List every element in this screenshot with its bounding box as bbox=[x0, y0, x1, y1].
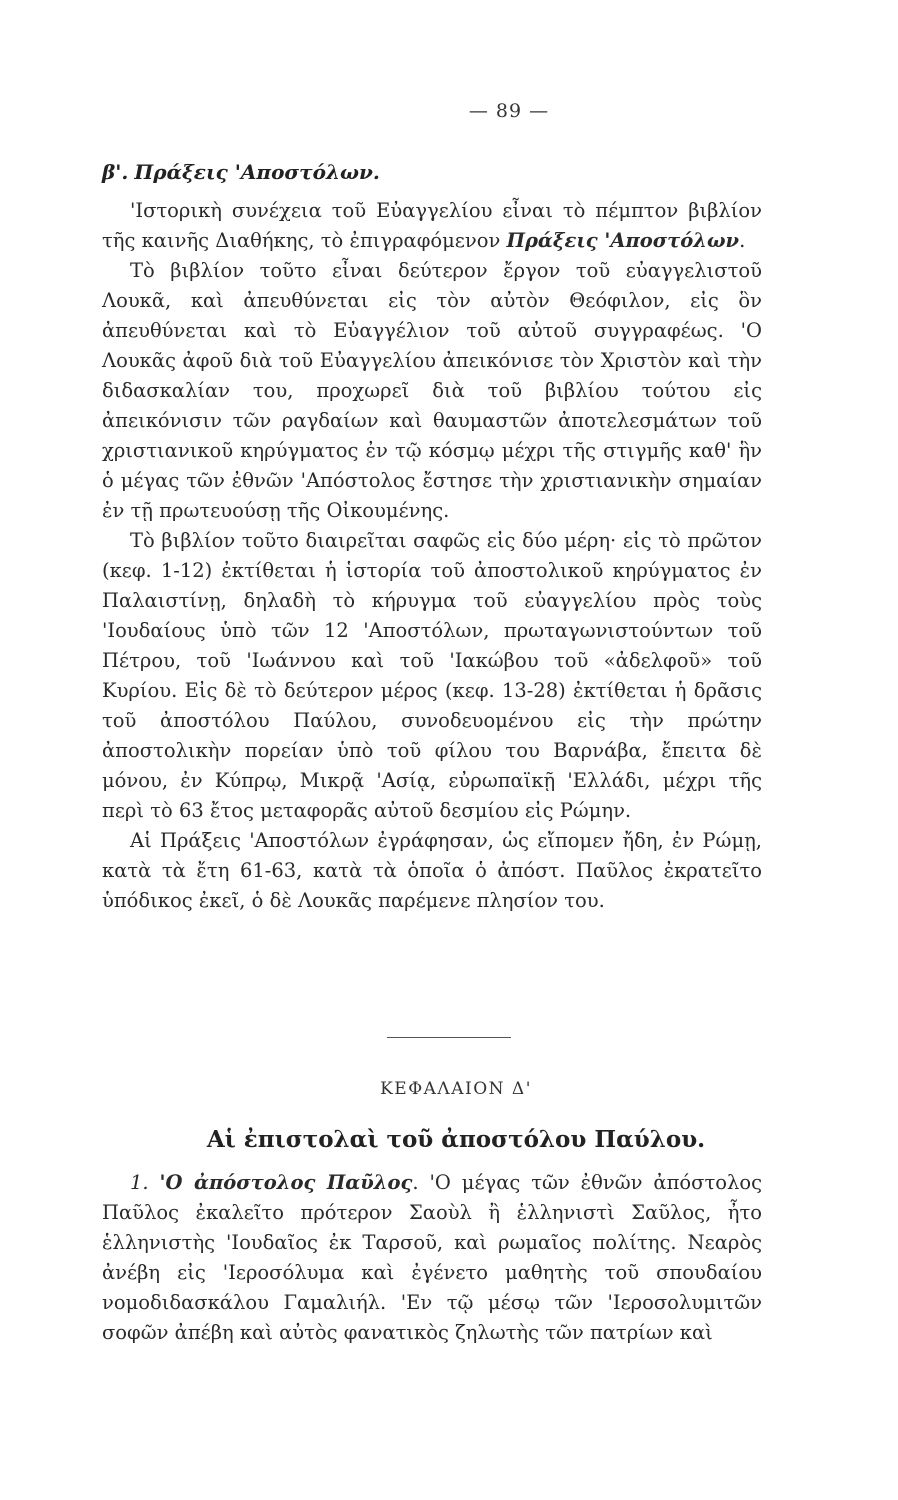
subsection-text: 'Ο μέγας τῶν ἐθνῶν ἀπόστολος Παῦλος ἐκαλεῖτο πρότερον Σαοὺλ ἢ ἑλληνιστὶ Σαῦλος, ἦτο ἑλληνιστὴς 'Ιουδαῖος ἐκ Ταρσοῦ, καὶ ρωμαῖος πολίτης. Νεαρὸς ἀνέβη εἰς 'Ιεροσόλυμα καὶ ἐγένετο μαθητὴς τοῦ σπουδαίου νομοδιδασκάλου Γαμαλιήλ. 'Εν τῷ μέσῳ τῶν 'Ιεροσολυμιτῶν σοφῶν ἀπέβη καὶ αὐτὸς φανατικὸς ζηλωτὴς τῶν πατρίων καὶ bbox=[102, 1171, 762, 1344]
section-heading bbox=[102, 160, 386, 184]
subsection-title-end: . bbox=[412, 1171, 419, 1194]
paragraph-3: Τὸ βιβλίον τοῦτο διαιρεῖται σαφῶς εἰς δύο μέρη· εἰς τὸ πρῶτον (κεφ. 1-12) ἐκτίθεται ἡ ἱστορία τοῦ ἀποστολικοῦ κηρύγματος ἐν Παλαιστίνῃ, δηλαδὴ τὸ κήρυγμα τοῦ εὐαγγελίου πρὸς τοὺς 'Ιουδαίους ὑπὸ τῶν 12 'Αποστόλων, πρωταγωνιστούντων τοῦ Πέτρου, τοῦ 'Ιωάννου καὶ τοῦ 'Ιακώβου τοῦ «ἀδελφοῦ» τοῦ Κυρίου. Εἰς δὲ τὸ δεύτερον μέρος (κεφ. 13-28) ἐκτίθεται ἡ δρᾶσις τοῦ ἀποστόλου Παύλου, συνοδευομένου εἰς τὴν πρώτην ἀποστολικὴν πορείαν ὑπὸ τοῦ φίλου του Βαρνάβα, ἔπειτα δὲ μόνου, ἐν Κύπρῳ, Μικρᾷ 'Ασίᾳ, εὐρωπαϊκῇ 'Ελλάδι, μέχρι τῆς περὶ τὸ 63 ἔτος μεταφορᾶς αὐτοῦ δεσμίου εἰς Ρώμην. bbox=[102, 529, 762, 822]
paragraph-4: Αἱ Πράξεις 'Αποστόλων ἐγράφησαν, ὡς εἴπομεν ἤδη, ἐν Ρώμῃ, κατὰ τὰ ἔτη 61-63, κατὰ τὰ ὁποῖα ὁ ἀπόστ. Παῦλος ἐκρατεῖτο ὑπόδικος ἐκεῖ, ὁ δὲ Λουκᾶς παρέμενε πλησίον του. bbox=[102, 829, 762, 912]
paragraph-1-emphasis: Πράξεις 'Αποστόλων bbox=[506, 229, 740, 252]
paragraph-1 bbox=[102, 196, 762, 256]
paragraph-1-text: 'Ιστορικὴ συνέχεια τοῦ Εὐαγγελίου εἶναι τὸ πέμπτον βιβλίον τῆς καινῆς Διαθήκης, τὸ ἐπιγραφόμενον bbox=[102, 199, 762, 252]
chapter-body bbox=[102, 1168, 762, 1348]
chapter-label: ΚΕΦΑΛΑΙΟΝ Δ' bbox=[380, 1079, 532, 1099]
paragraph-2: Τὸ βιβλίον τοῦτο εἶναι δεύτερον ἔργον τοῦ εὐαγγελιστοῦ Λουκᾶ, καὶ ἀπευθύνεται εἰς τὸν αὐτὸν Θεόφιλον, εἰς ὃν ἀπευθύνεται καὶ τὸ Εὐαγγέλιον τοῦ αὐτοῦ συγγραφέως. 'Ο Λουκᾶς ἀφοῦ διὰ τοῦ Εὐαγγελίου ἀπεικόνισε τὸν Χριστὸν καὶ τὴν διδασκαλίαν του, προχωρεῖ διὰ τοῦ βιβλίου τούτου εἰς ἀπεικόνισιν τῶν ραγδαίων καὶ θαυμαστῶν ἀποτελεσμάτων τοῦ χριστιανικοῦ κηρύγματος ἐν τῷ κόσμῳ μέχρι τῆς στιγμῆς καθ' ἣν ὁ μέγας τῶν ἐθνῶν 'Απόστολος ἔστησε τὴν χριστιανικὴν σημαίαν ἐν τῇ πρωτευούσῃ τῆς Οἰκουμένης. bbox=[102, 259, 762, 522]
subsection-title: 'Ο ἀπόστολος Παῦλος bbox=[159, 1171, 413, 1194]
section-body bbox=[102, 196, 762, 916]
subsection-paragraph bbox=[102, 1168, 762, 1348]
paragraph-1-end: . bbox=[739, 229, 746, 252]
chapter-title: Αἱ ἐπιστολαὶ τοῦ ἀποστόλου Παύλου. bbox=[206, 1126, 706, 1153]
section-marker: β'. bbox=[102, 160, 129, 184]
section-divider bbox=[387, 1037, 511, 1038]
section-title: Πράξεις 'Αποστόλων. bbox=[134, 160, 380, 184]
page-number: — 89 — bbox=[468, 100, 550, 122]
subsection-number: 1. bbox=[130, 1171, 149, 1194]
